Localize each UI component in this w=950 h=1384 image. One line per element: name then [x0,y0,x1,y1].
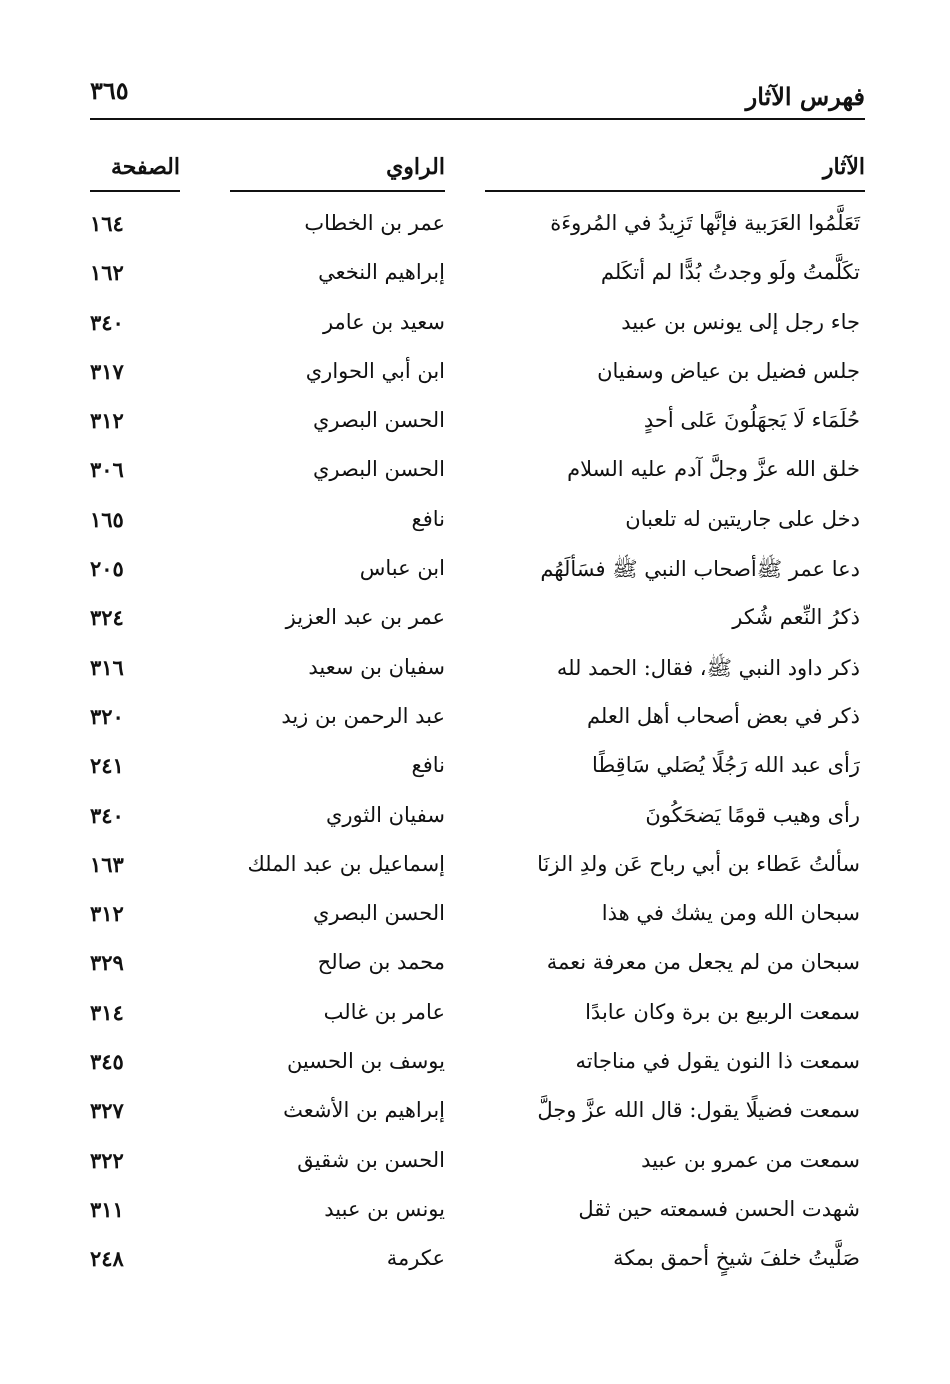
page-ref: ٢٠٥ [90,556,124,582]
table-row [0,501,950,550]
athar-text: سمعت الربيع بن برة وكان عابدًا [585,999,860,1024]
rawi-name: عبد الرحمن بن زيد [281,703,445,728]
table-row [0,353,950,402]
table-row [0,1191,950,1240]
rawi-name: يونس بن عبيد [324,1196,445,1221]
rawi-name: إبراهيم النخعي [318,260,445,285]
page-ref: ١٦٣ [90,851,124,877]
athar-text: سألتُ عَطاء بن أبي رباح عَن ولدِ الزنَا [537,851,860,876]
column-header-rawi-label: الراوي [386,154,445,180]
column-header-athar-label: الآثار [822,154,865,180]
rawi-name: سفيان الثوري [325,802,445,827]
athar-text: شهدت الحسن فسمعته حين ثقل [578,1196,860,1221]
table-row [0,1043,950,1092]
table-row [0,797,950,846]
page-ref: ٣١٦ [90,654,124,680]
page-ref: ٣٠٦ [90,457,124,483]
athar-text: رأى وهيب قومًا يَضحَكُونَ [645,802,860,827]
table-row [0,1092,950,1141]
index-table [0,205,950,1290]
table-row [0,895,950,944]
table-row [0,944,950,993]
rawi-name: ابن عباس [359,556,445,581]
rawi-name: عكرمة [386,1246,445,1271]
page-ref: ٣٢٠ [90,703,124,729]
page-ref: ٣١٢ [90,901,124,927]
rawi-name: سفيان بن سعيد [308,654,445,679]
page-ref: ٢٤١ [90,753,124,779]
athar-text: ذكرُ النِّعم شُكر [732,605,860,630]
rawi-name: إبراهيم بن الأشعث [283,1098,445,1123]
rawi-name: سعيد بن عامر [322,309,445,334]
athar-text: دعا عمر ﷺأصحاب النبي ﷺ فسَألَهُم [540,557,860,582]
page-ref: ٣١٢ [90,408,124,434]
page-ref: ٣٢٩ [90,950,124,976]
running-header [90,72,865,116]
table-row [0,599,950,648]
column-header-page-label: الصفحة [110,154,180,180]
rawi-name: إسماعيل بن عبد الملك [247,851,445,876]
page-ref: ٣١٤ [90,999,124,1025]
table-row [0,1142,950,1191]
page-ref: ١٦٤ [90,211,124,236]
page-ref: ١٦٢ [90,260,124,286]
table-row [0,1240,950,1289]
page-ref: ٢٤٨ [90,1246,124,1272]
athar-text: تكَلَّمتُ ولَو وجدتُ بُدًّا لم أتكَلم [600,260,860,285]
table-row [0,451,950,500]
page-ref: ٣٤٠ [90,802,124,828]
header-rule [90,118,865,120]
table-row [0,550,950,599]
rawi-name: ابن أبي الحواري [305,358,445,383]
athar-text: ذكر في بعض أصحاب أهل العلم [586,703,860,728]
rawi-name: عمر بن عبد العزيز [285,605,445,630]
table-row [0,304,950,353]
page-ref: ٣٤٥ [90,1049,124,1075]
athar-text: جاء رجل إلى يونس بن عبيد [621,309,860,334]
page-ref: ١٦٥ [90,506,124,532]
rawi-name: محمد بن صالح [317,950,445,975]
column-header-athar [485,150,865,192]
page-number: ٣٦٥ [90,76,129,105]
page-ref: ٣١١ [90,1196,124,1222]
athar-text: رَأى عبد الله رَجُلًا يُصَلي سَاقِطًا [592,753,860,778]
athar-text: حُلَمَاء لَا يَجهَلُونَ عَلى أحدٍ [643,408,860,433]
rawi-name: نافع [411,753,445,778]
rawi-name: الحسن البصري [313,457,445,482]
table-row [0,846,950,895]
athar-text: سمعت ذا النون يقول في مناجاته [575,1049,860,1074]
table-row [0,747,950,796]
athar-text: سبحان من لم يجعل من معرفة نعمة [546,950,860,975]
rawi-name: نافع [411,506,445,531]
athar-text: سمعت من عمرو بن عبيد [641,1147,860,1172]
column-header-rawi [230,150,445,192]
athar-text: صَلَّيتُ خلفَ شيخٍ أحمق بمكة [613,1246,860,1271]
page-ref: ٣٤٠ [90,309,124,335]
table-row [0,205,950,254]
athar-text: تَعَلَّمُوا العَرَبية فإنَّها تَزِيدُ في المُروءَة [550,211,860,235]
section-title: فهرس الآثار [745,82,865,111]
page-ref: ٣٢٢ [90,1147,124,1173]
table-row [0,254,950,303]
athar-text: سمعت فضيلًا يقول: قال الله عزَّ وجلَّ [537,1098,860,1123]
rawi-name: الحسن البصري [313,408,445,433]
rawi-name: الحسن البصري [313,901,445,926]
athar-text: دخل على جاريتين له تلعبان [625,506,860,531]
table-row [0,698,950,747]
rawi-name: يوسف بن الحسين [286,1049,445,1074]
athar-text: خلق الله عزَّ وجلَّ آدم عليه السلام [567,457,860,482]
page-ref: ٣١٧ [90,358,124,384]
rawi-name: الحسن بن شقيق [297,1147,445,1172]
page-ref: ٣٢٤ [90,605,124,631]
table-row [0,402,950,451]
table-row [0,994,950,1043]
rawi-name: عمر بن الخطاب [304,211,445,235]
athar-text: جلس فضيل بن عياض وسفيان [597,358,860,383]
page-ref: ٣٢٧ [90,1098,124,1124]
column-header-page [90,150,180,192]
athar-text: ذكر داود النبي ﷺ، فقال: الحمد لله [556,655,860,680]
athar-text: سبحان الله ومن يشك في هذا [601,901,860,926]
table-row [0,649,950,698]
rawi-name: عامر بن غالب [323,999,445,1024]
